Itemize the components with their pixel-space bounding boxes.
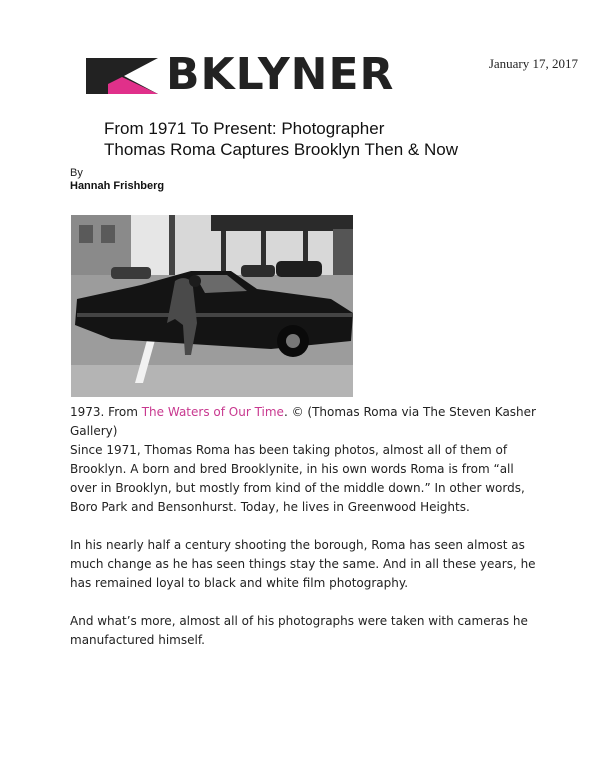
article-body bbox=[70, 403, 540, 650]
caption-prefix: 1973. From bbox=[70, 405, 142, 419]
paragraph-2: In his nearly half a century shooting the borough, Roma has seen almost as much change as he has seen things stay the same. And in all these years, he has remained loyal to black and white film photography. bbox=[70, 538, 536, 590]
bklyner-logo[interactable] bbox=[86, 49, 408, 100]
street-photo-image bbox=[71, 215, 353, 397]
author-name[interactable]: Hannah Frishberg bbox=[70, 180, 165, 192]
title-line-1: From 1971 To Present: Photographer bbox=[104, 119, 385, 138]
photo-caption bbox=[70, 403, 540, 441]
paragraph-3: And what’s more, almost all of his photographs were taken with cameras he manufactured himself. bbox=[70, 614, 528, 647]
publish-date: January 17, 2017 bbox=[488, 56, 578, 71]
article-title bbox=[104, 118, 524, 160]
paragraph-1: Since 1971, Thomas Roma has been taking photos, almost all of them of Brooklyn. A born and bred Brooklynite, in his own words Roma is from “all over in Brooklyn, but mostly from kind of the middle down.” In other words, Boro Park and Bensonhurst. Today, he lives in Greenwood Heights. bbox=[70, 443, 525, 514]
byline-label: By bbox=[70, 167, 83, 179]
caption-link[interactable]: The Waters of Our Time bbox=[141, 405, 284, 419]
logo-mark-icon bbox=[86, 58, 158, 94]
article-photo bbox=[71, 215, 353, 397]
title-line-2: Thomas Roma Captures Brooklyn Then & Now bbox=[104, 140, 459, 159]
caption-suffix: . © (Thomas Roma via The Steven Kasher Gallery) bbox=[70, 405, 536, 438]
logo-wordmark: BKLYNER bbox=[166, 49, 395, 100]
